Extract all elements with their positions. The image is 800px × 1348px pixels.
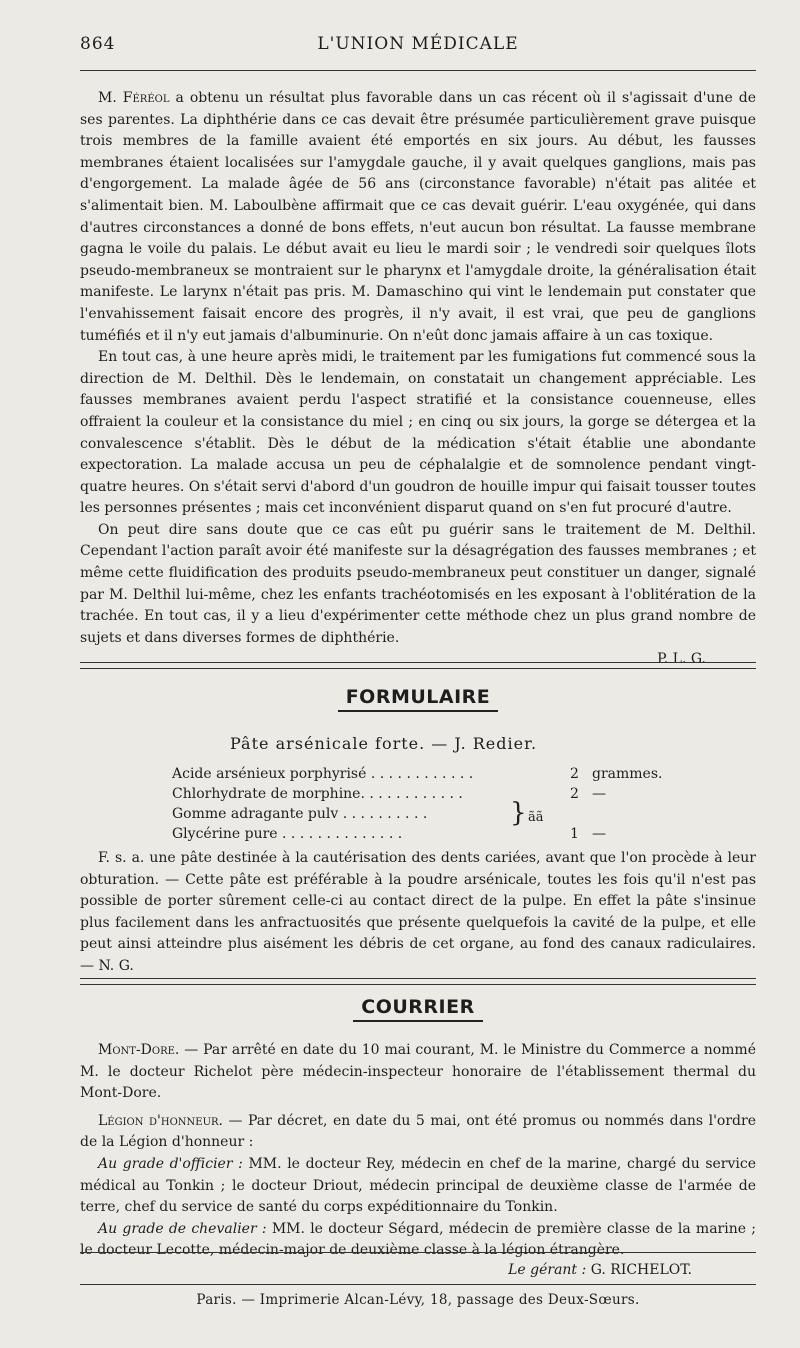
footer-rule-1 (80, 1252, 756, 1253)
article-author: M. Féréol (98, 90, 170, 106)
ingredient-row: Glycérine pure . . . . . . . . . . . . . . 1 — (172, 826, 606, 842)
article-signature: P. L. G. (657, 651, 706, 668)
article-paragraph-3: On peut dire sans doute que ce cas eût pu guérir sans le traitement de M. Delthil. Cependant l'action paraît avoir été manifeste sur la désagrégation des fausses membranes ; et même cette fluidification des produits pseudo-membraneux peut constituer un danger, signalé par M. Delthil lui-même, chez les enfants trachéotomisés en les exposant à l'oblitération de la trachée. En tout cas, il y a lieu d'expérimenter cette méthode chez un plus grand nombre de sujets et dans diverses formes de diphthérie. (80, 521, 756, 646)
ingredient-row: Gomme adragante pulv . . . . . . . . . . } ãã (172, 798, 544, 828)
courrier-item: MM. le docteur Ségard, médecin de première classe de la marine ; le docteur Lecotte, médecin-major de deuxième classe à la légion étrangère. (80, 1220, 756, 1259)
recipe-ingredients (172, 766, 692, 846)
section-divider-2 (80, 978, 756, 985)
article-paragraph-2: En tout cas, à une heure après midi, le traitement par les fumigations fut commencé sous la direction de M. Delthil. Dès le lendemain, on constatait un changement appréciable. Les fausses membranes avaient perdu l'aspect stratifié et la consistance couenneuse, elles offraient la couleur et la consistance du miel ; en cinq ou six jours, la gorge se détergea et la convalescence s'établit. Dès le début de la médication s'était établie une abondante expectoration. La malade accusa un peu de céphalalgie et de somnolence pendant vingt-quatre heures. On s'était servi d'abord d'un goudron de houille impur qui faisait tousser toutes les personnes présentes ; mais cet inconvénient disparut quand on s'en fut procuré d'autre. (80, 349, 756, 517)
ingredient-row: Acide arsénieux porphyrisé . . . . . . . . . . . . 2 grammes. (172, 766, 663, 782)
printer-line: Paris. — Imprimerie Alcan-Lévy, 18, passage des Deux-Sœurs. (196, 1292, 640, 1308)
ingredient-row: Chlorhydrate de morphine. . . . . . . . . . . . 2 — (172, 786, 606, 802)
formulaire-paragraph: F. s. a. une pâte destinée à la cautérisation des dents cariées, avant que l'on procède à leur obturation. — Cette pâte est préférable à la poudre arsénicale, toutes les fois qu'il n'est pas possible de porter sûrement celle-ci au contact direct de la pulpe. En effet la pâte s'insinue plus facilement dans les anfractuosités que présente quelquefois la cavité de la pulpe, et elle peut ainsi atteindre plus aisément les débris de cet organe, au fond des canaux radiculaires. — N. G. (80, 850, 756, 974)
courrier-item-title: Au grade de chevalier : (98, 1220, 267, 1237)
courrier-item-title: Mont-Dore. (98, 1042, 180, 1058)
article-paragraph-1: a obtenu un résultat plus favorable dans un cas récent où il s'agissait d'une de ses parentes. La diphthérie dans ce cas devait être présumée particulièrement grave puisque trois membres de la famille avaient été emportés en six jours. Au début, les fausses membranes étaient localisées sur l'amygdale gauche, il y avait quelques ganglions, mais pas d'engorgement. La malade âgée de 56 ans (circonstance favorable) n'était pas alitée et s'alimentait bien. M. Laboulbène affirmait que ce cas devait guérir. L'eau oxygénée, qui dans d'autres circonstances a donné de bons effets, n'eut aucun bon résultat. La fausse membrane gagna le voile du palais. Le début avait eu lieu le mardi soir ; le vendredi soir quelques îlots pseudo-membraneux se montraient sur le pharynx et l'amygdale droite, la généralisation était manifeste. Le larynx n'était pas pris. M. Damaschino qui vint le lendemain put constater que l'envahissement faisait encore des progrès, il n'y avait, il est vrai, que peu de ganglions tuméfiés et il n'y eut jamais d'albuminurie. On n'eût donc jamais affaire à un cas toxique. (80, 90, 756, 344)
article-body (80, 88, 756, 670)
aa-label: ãã (528, 810, 544, 825)
page-header (80, 34, 756, 62)
courrier-item: — Par décret, en date du 5 mai, ont été promus ou nommés dans l'ordre de la Légion d'honneur : (80, 1112, 756, 1151)
courrier-item: — Par arrêté en date du 10 mai courant, M. le Ministre du Commerce a nommé M. le docteur Richelot père médecin-inspecteur honoraire de l'établissement thermal du Mont-Dore. (80, 1042, 756, 1102)
courrier-heading: COURRIER (80, 996, 756, 1018)
gerant-signature: Le gérant : G. RICHELOT. (508, 1262, 692, 1278)
section-divider-1 (80, 662, 756, 669)
journal-title: L'UNION MÉDICALE (317, 34, 519, 54)
courrier-item: MM. le docteur Rey, médecin en chef de la marine, chargé du service médical au Tonkin ; le docteur Driout, médecin principal de deuxième classe de l'armée de terre, chef du service de santé du corps expéditionnaire du Tonkin. (80, 1155, 756, 1216)
courrier-item-title: Légion d'honneur. (98, 1112, 223, 1129)
formulaire-heading: FORMULAIRE (80, 686, 756, 708)
footer-rule-2 (80, 1284, 756, 1285)
courrier-item-title: Au grade d'officier : (98, 1155, 243, 1172)
courrier-body (80, 1040, 756, 1262)
page-number: 864 (80, 34, 116, 54)
header-rule (80, 70, 756, 71)
recipe-title: Pâte arsénicale forte. — J. Redier. (230, 734, 538, 753)
brace-icon: } (510, 798, 527, 828)
formulaire-body (80, 848, 756, 978)
